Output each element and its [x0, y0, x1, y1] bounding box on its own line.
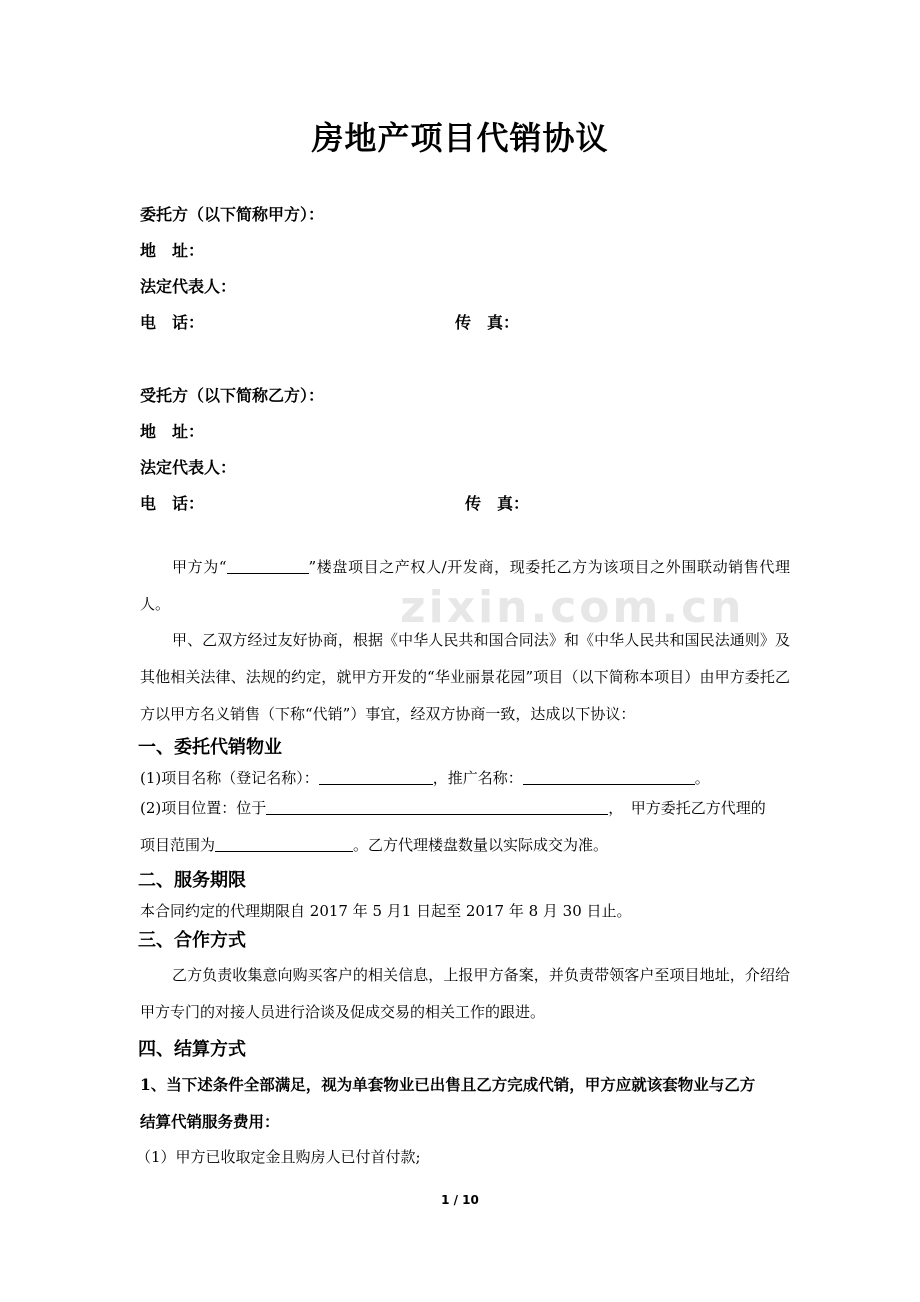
party-a-heading: 委托方（以下简称甲方）：	[140, 205, 325, 224]
party-a-phone-label: 电 话：	[140, 313, 205, 332]
section-1-item-1	[140, 767, 710, 789]
section-3-heading: 三、合作方式	[138, 930, 246, 951]
promotion-name-blank	[523, 768, 695, 785]
location-blank	[266, 798, 608, 815]
party-b-legal-rep-label: 法定代表人：	[140, 458, 237, 477]
section-2-text: 本合同约定的代理期限自 2017 年 5 月1 日起至 2017 年 8 月 30 日止。	[140, 902, 632, 920]
item-1-end: 。	[694, 769, 710, 787]
watermark: zixin.com.cn	[400, 582, 745, 633]
intro-1-prefix: 甲方为“	[172, 558, 227, 576]
document-title: 房地产项目代销协议	[311, 119, 609, 157]
party-b-address-label: 地 址：	[140, 422, 205, 441]
scope-blank	[215, 835, 353, 852]
section-2-heading: 二、服务期限	[138, 870, 246, 891]
intro-1-suffix: ”楼盘项目之产权人/开发商，现委托乙方为该项目之外围联动销售代理人。	[140, 558, 791, 613]
page-number: 1 / 10	[441, 1193, 479, 1207]
item-1-mid: ，推广名称：	[432, 769, 523, 787]
section-4-item-1: （1）甲方已收取定金且购房人已付首付款;	[136, 1148, 421, 1166]
party-b-phone-label: 电 话：	[140, 494, 205, 513]
intro-paragraph-2: 甲、乙双方经过友好协商，根据《中华人民共和国合同法》和《中华人民共和国民法通则》及其他相关法律、法规的约定，就甲方开发的“华业丽景花园”项目（以下简称本项目）由甲方委托乙方以甲方名义销售（下称“代销”）事宜，经双方协商一致，达成以下协议：	[140, 631, 790, 723]
party-a-fax-label: 传 真：	[455, 313, 520, 332]
item-2-line2-suffix: 。乙方代理楼盘数量以实际成交为准。	[353, 836, 609, 854]
party-a-address-label: 地 址：	[140, 241, 205, 260]
item-2-suffix: ， 甲方委托乙方代理的	[608, 799, 766, 817]
project-name-blank	[227, 557, 309, 574]
section-1-item-2	[140, 797, 766, 819]
party-b-fax-label: 传 真：	[465, 494, 530, 513]
section-3-text: 乙方负责收集意向购买客户的相关信息，上报甲方备案，并负责带领客户至项目地址，介绍给甲方专门的对接人员进行洽谈及促成交易的相关工作的跟进。	[140, 966, 790, 1021]
registered-name-blank	[319, 768, 433, 785]
party-a-legal-rep-label: 法定代表人：	[140, 277, 237, 296]
section-4-heading: 四、结算方式	[138, 1039, 246, 1060]
item-2-line2-prefix: 项目范围为	[140, 836, 216, 854]
section-4-clause-1-line-1: 1、当下述条件全部满足，视为单套物业已出售且乙方完成代销，甲方应就该套物业与乙方	[140, 1075, 756, 1094]
item-2-prefix: (2)项目位置：位于	[140, 799, 267, 817]
section-1-item-2-line-2	[140, 834, 608, 856]
section-1-heading: 一、委托代销物业	[138, 737, 282, 758]
item-1-prefix: (1)项目名称（登记名称）：	[140, 769, 319, 787]
party-b-heading: 受托方（以下简称乙方）：	[140, 386, 325, 405]
section-4-clause-1-line-2: 结算代销服务费用：	[140, 1112, 280, 1131]
